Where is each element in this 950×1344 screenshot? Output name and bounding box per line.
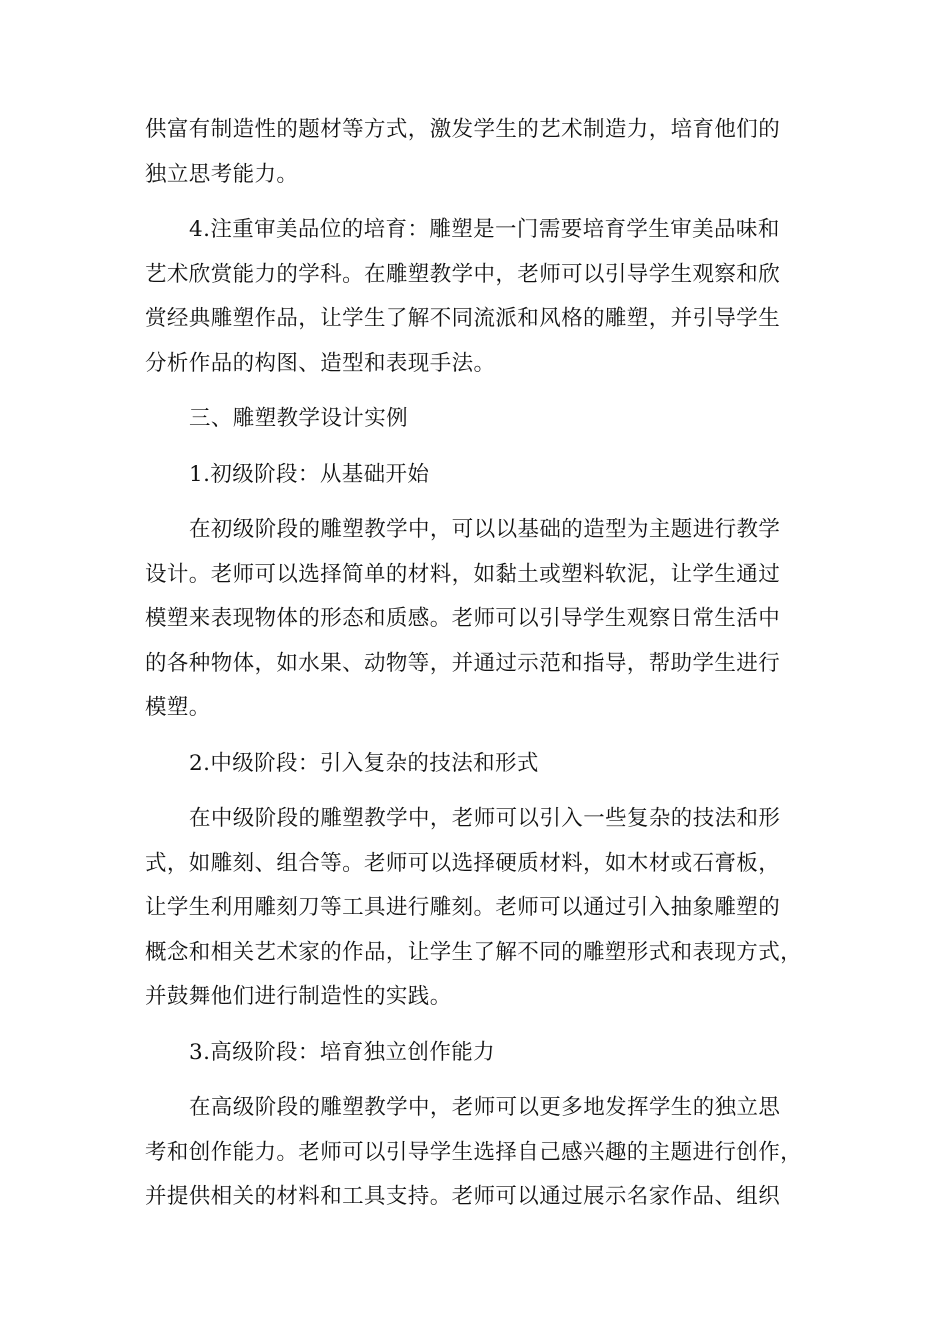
text-line: 考和创作能力。老师可以引导学生选择自己感兴趣的主题进行创作， [145,1139,803,1165]
text-line: 式，如雕刻、组合等。老师可以选择硬质材料，如木材或石膏板， [145,850,781,876]
subsection-heading: 1.初级阶段：从基础开始 [189,461,430,487]
text-line: 模塑。 [145,695,211,720]
text-line: 并提供相关的材料和工具支持。老师可以通过展示名家作品、组织 [145,1184,781,1209]
text-line: 的各种物体，如水果、动物等，并通过示范和指导，帮助学生进行 [145,650,781,676]
subsection-heading: 2.中级阶段：引入复杂的技法和形式 [189,750,539,776]
text-line: 供富有制造性的题材等方式，激发学生的艺术制造力，培育他们的 [145,117,781,142]
text-line: 赏经典雕塑作品，让学生了解不同流派和风格的雕塑，并引导学生 [145,306,781,331]
text-line: 设计。老师可以选择简单的材料，如黏土或塑料软泥，让学生通过 [145,561,781,587]
text-line: 分析作品的构图、造型和表现手法。 [145,350,496,376]
paragraph-start: 在中级阶段的雕塑教学中，老师可以引入一些复杂的技法和形 [189,806,781,831]
text-line: 艺术欣赏能力的学科。在雕塑教学中，老师可以引导学生观察和欣 [145,261,781,287]
text-line: 概念和相关艺术家的作品，让学生了解不同的雕塑形式和表现方式， [145,939,803,965]
text-line: 并鼓舞他们进行制造性的实践。 [145,984,452,1009]
document-page [145,108,805,1220]
text-line: 独立思考能力。 [145,161,299,187]
subsection-heading: 3.高级阶段：培育独立创作能力 [189,1039,496,1065]
section-heading: 三、雕塑教学设计实例 [189,406,409,431]
paragraph-start: 在初级阶段的雕塑教学中，可以以基础的造型为主题进行教学 [189,517,781,542]
list-item-heading: 4.注重审美品位的培育：雕塑是一门需要培育学生审美品味和 [189,217,780,242]
text-line: 让学生利用雕刻刀等工具进行雕刻。老师可以通过引入抽象雕塑的 [145,895,781,920]
paragraph-start: 在高级阶段的雕塑教学中，老师可以更多地发挥学生的独立思 [189,1095,781,1120]
text-line: 模塑来表现物体的形态和质感。老师可以引导学生观察日常生活中 [145,606,781,631]
